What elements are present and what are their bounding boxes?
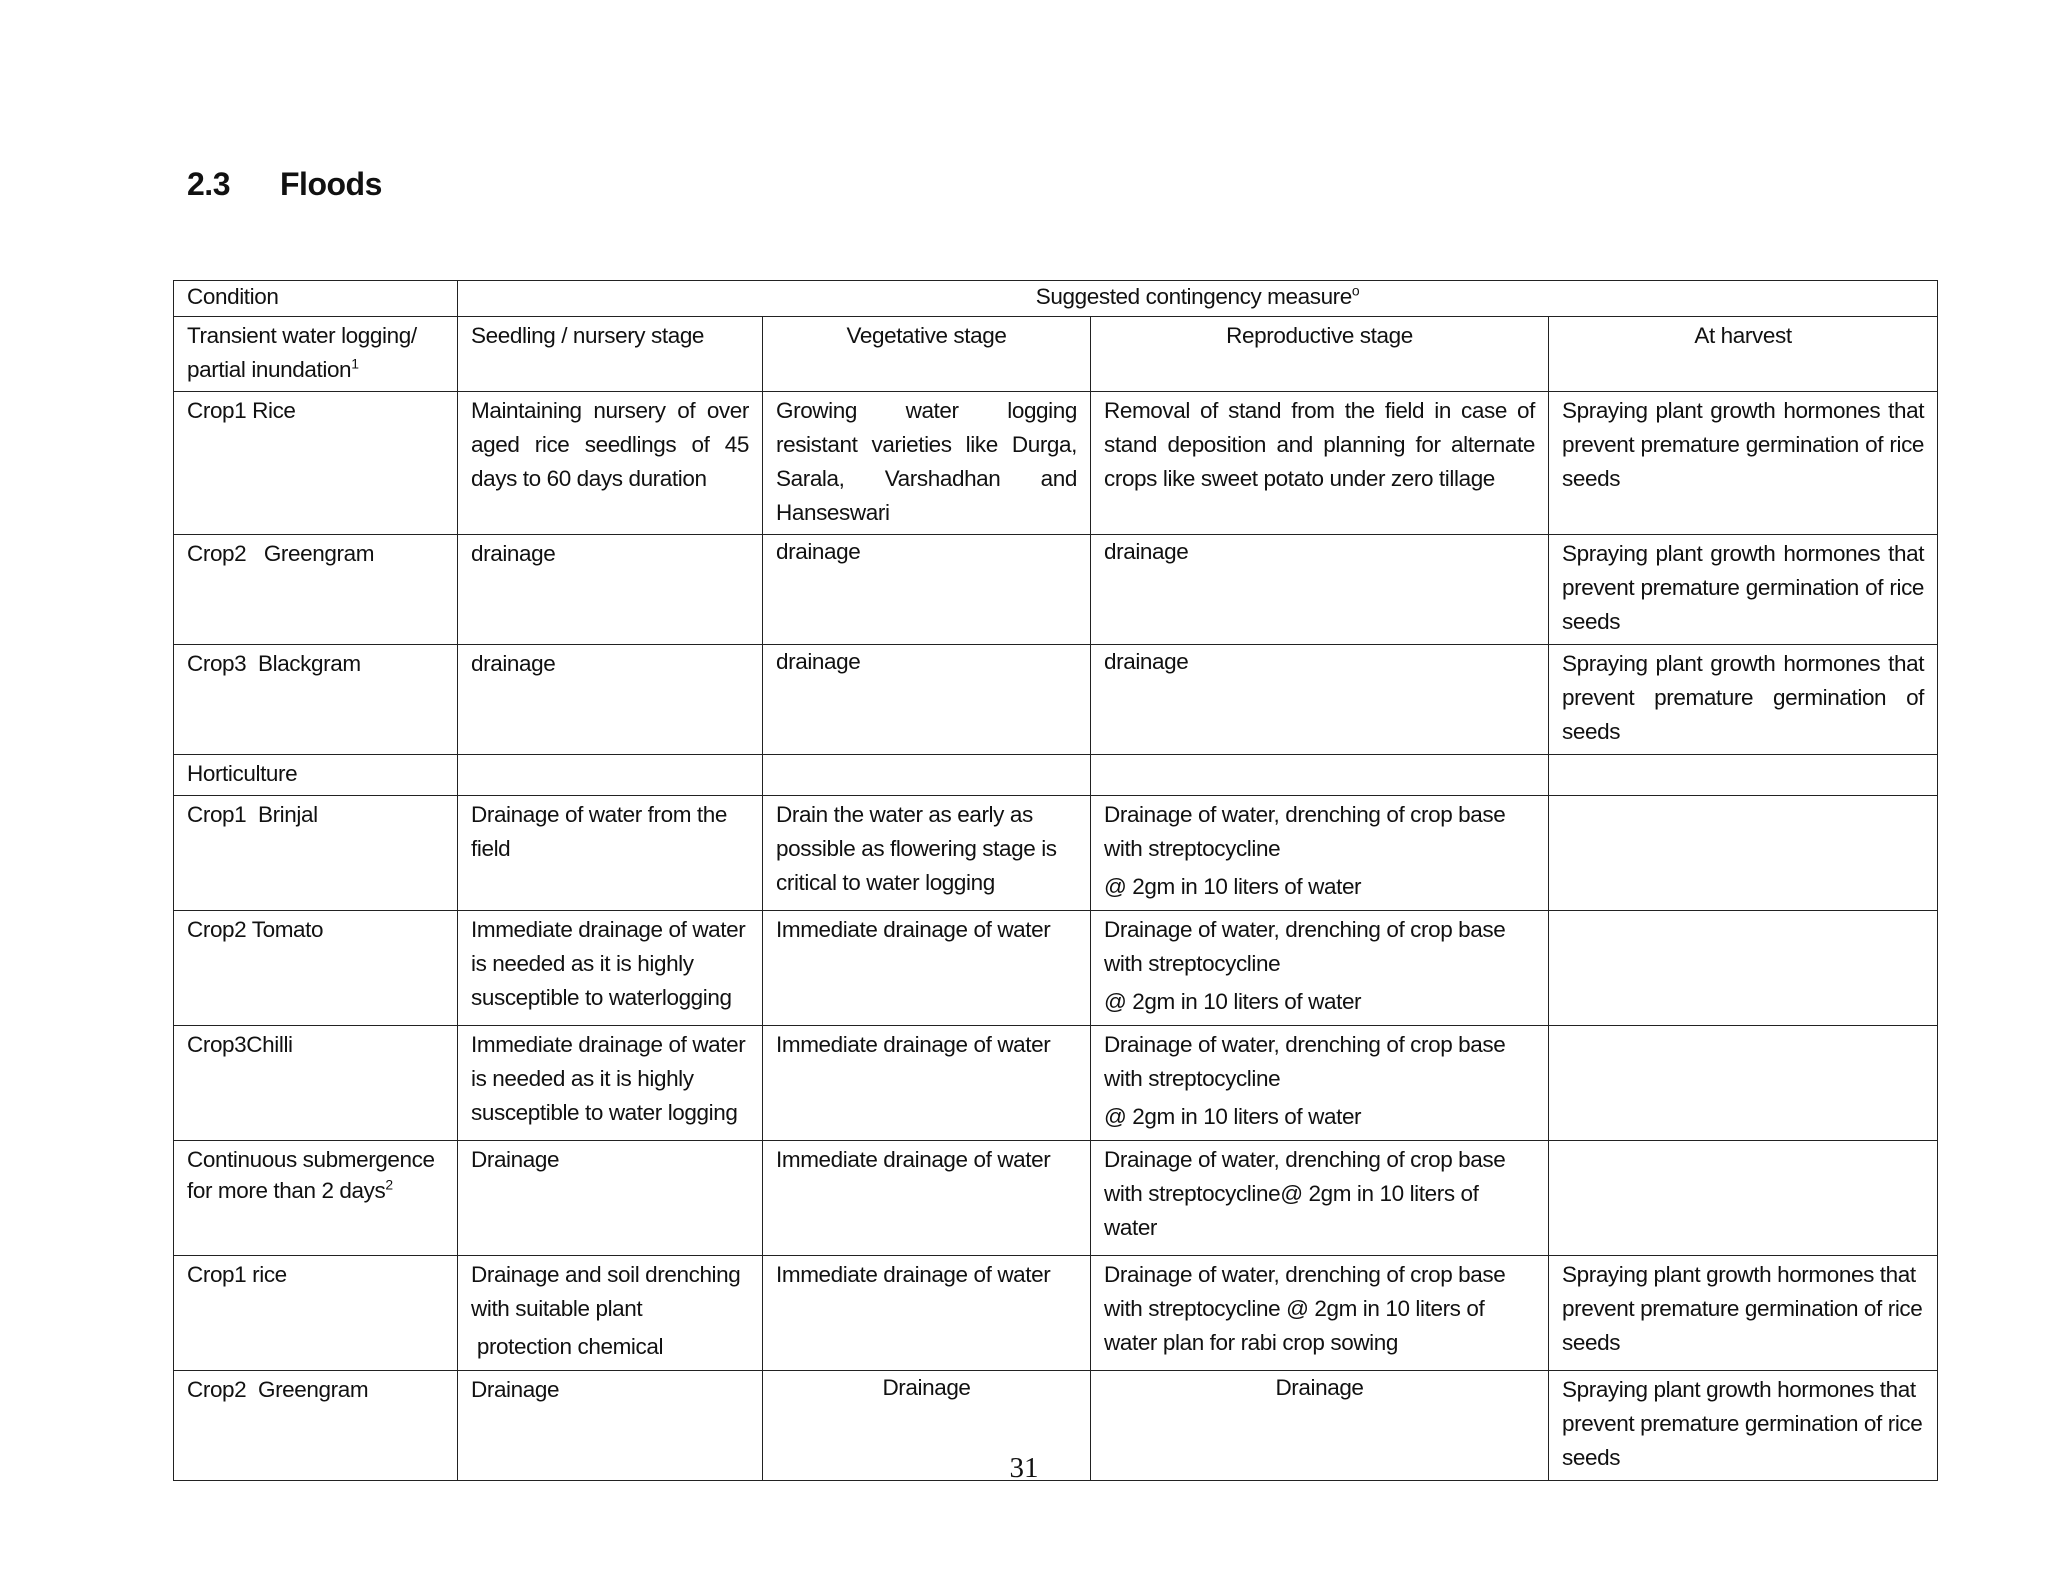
suggested-measure-label: Suggested contingency measure	[1035, 284, 1352, 309]
table-cell	[1549, 755, 1938, 796]
crop-cell: Crop2 Greengram	[174, 535, 458, 645]
table-cell: Spraying plant growth hormones that prevent premature germination of rice seeds	[1549, 1256, 1938, 1371]
floods-contingency-table	[173, 280, 1938, 1481]
crop-cell: Crop2 Tomato	[174, 911, 458, 1026]
table-row	[174, 535, 1938, 645]
table-cell: Drainage	[763, 1371, 1091, 1481]
horticulture-row	[174, 755, 1938, 796]
table-cell: Drainage	[1091, 1371, 1549, 1481]
stage-header-row	[174, 317, 1938, 392]
cell-text-extra: @ 2gm in 10 liters of water	[1104, 1104, 1362, 1129]
table-cell: Drain the water as early as possible as flowering stage is critical to water logging	[763, 796, 1091, 911]
table-cell: Spraying plant growth hormones that prevent premature germination of seeds	[1549, 645, 1938, 755]
table-cell: Immediate drainage of water	[763, 911, 1091, 1026]
column-header-vegetative: Vegetative stage	[763, 317, 1091, 392]
cell-text: Drainage and soil drenching with suitable plant	[471, 1262, 741, 1321]
table-cell	[763, 755, 1091, 796]
table-cell	[1549, 911, 1938, 1026]
table-row	[174, 911, 1938, 1026]
table-cell: Drainage of water, drenching of crop base with streptocycline@ 2gm in 10 liters of water	[1091, 1141, 1549, 1256]
crop-cell: Crop3 Blackgram	[174, 645, 458, 755]
continuous-label-text: for more than 2 days	[187, 1178, 386, 1203]
table-cell: Immediate drainage of water is needed as it is highly susceptible to water logging	[458, 1026, 763, 1141]
transient-sup: 1	[351, 355, 359, 372]
continuous-label-line2	[187, 1174, 444, 1208]
cell-text-extra: @ 2gm in 10 liters of water	[1104, 989, 1362, 1014]
table-header-row	[174, 281, 1938, 317]
cell-text: Drainage of water, drenching of crop base with streptocycline	[1104, 1032, 1506, 1091]
continuous-label-line1: Continuous submergence	[187, 1147, 435, 1172]
table-cell	[1091, 1026, 1549, 1141]
section-title: Floods	[280, 166, 382, 202]
table-row	[174, 392, 1938, 535]
table-row	[174, 796, 1938, 911]
table-cell	[1549, 1141, 1938, 1256]
table-cell: Drainage of water from the field	[458, 796, 763, 911]
table-cell	[1091, 911, 1549, 1026]
table-row	[174, 1256, 1938, 1371]
table-cell: Spraying plant growth hormones that prevent premature germination of rice seeds	[1549, 535, 1938, 645]
table-cell	[1091, 755, 1549, 796]
section-number: 2.3	[187, 166, 230, 202]
table-row	[174, 645, 1938, 755]
table-cell: drainage	[763, 535, 1091, 645]
page-number: 31	[1009, 1452, 1039, 1484]
table-cell: Immediate drainage of water is needed as it is highly susceptible to waterlogging	[458, 911, 763, 1026]
table-cell	[1549, 1026, 1938, 1141]
table-cell: Growing water logging resistant varieties like Durga, Sarala, Varshadhan and Hanseswari	[763, 392, 1091, 535]
table-cell: Drainage	[458, 1371, 763, 1481]
table-cell: drainage	[1091, 535, 1549, 645]
table-cell: drainage	[458, 645, 763, 755]
table-cell: Removal of stand from the field in case of stand deposition and planning for alternate crops like sweet potato under zero tillage	[1091, 392, 1549, 535]
cell-text-extra: @ 2gm in 10 liters of water	[1104, 874, 1362, 899]
condition-header: Condition	[174, 281, 458, 317]
continuous-sup: 2	[385, 1176, 393, 1193]
suggested-measure-sup: o	[1351, 282, 1360, 299]
table-cell: Maintaining nursery of over aged rice seedlings of 45 days to 60 days duration	[458, 392, 763, 535]
column-header-reproductive: Reproductive stage	[1091, 317, 1549, 392]
table-row	[174, 1026, 1938, 1141]
transient-water-logging-header	[174, 317, 458, 392]
table-cell	[458, 755, 763, 796]
table-cell	[1549, 796, 1938, 911]
table-cell	[458, 1256, 763, 1371]
section-heading	[187, 166, 382, 203]
suggested-measure-header	[458, 281, 1938, 317]
crop-cell: Crop1 Rice	[174, 392, 458, 535]
cell-text-extra: protection chemical	[471, 1334, 664, 1359]
transient-water-logging-label: Transient water logging/ partial inundation	[187, 323, 417, 382]
column-header-harvest: At harvest	[1549, 317, 1938, 392]
cell-text: Drainage of water, drenching of crop base with streptocycline	[1104, 917, 1506, 976]
table-cell	[1091, 796, 1549, 911]
crop-cell: Crop1 Brinjal	[174, 796, 458, 911]
table-cell: drainage	[763, 645, 1091, 755]
continuous-submergence-row	[174, 1141, 1938, 1256]
cell-text: Drainage of water, drenching of crop base with streptocycline	[1104, 802, 1506, 861]
table-cell: Drainage of water, drenching of crop base with streptocycline @ 2gm in 10 liters of water plan for rabi crop sowing	[1091, 1256, 1549, 1371]
table-cell: Drainage	[458, 1141, 763, 1256]
table-cell: Immediate drainage of water	[763, 1141, 1091, 1256]
horticulture-label: Horticulture	[174, 755, 458, 796]
continuous-submergence-label	[174, 1141, 458, 1256]
table-cell: Spraying plant growth hormones that prevent premature germination of rice seeds	[1549, 392, 1938, 535]
table-cell: Immediate drainage of water	[763, 1026, 1091, 1141]
table-cell: drainage	[458, 535, 763, 645]
crop-cell: Crop2 Greengram	[174, 1371, 458, 1481]
column-header-seedling: Seedling / nursery stage	[458, 317, 763, 392]
crop-cell: Crop1 rice	[174, 1256, 458, 1371]
crop-cell: Crop3Chilli	[174, 1026, 458, 1141]
table-cell: Immediate drainage of water	[763, 1256, 1091, 1371]
table-cell: drainage	[1091, 645, 1549, 755]
table-cell: Spraying plant growth hormones that prevent premature germination of rice seeds	[1549, 1371, 1938, 1481]
